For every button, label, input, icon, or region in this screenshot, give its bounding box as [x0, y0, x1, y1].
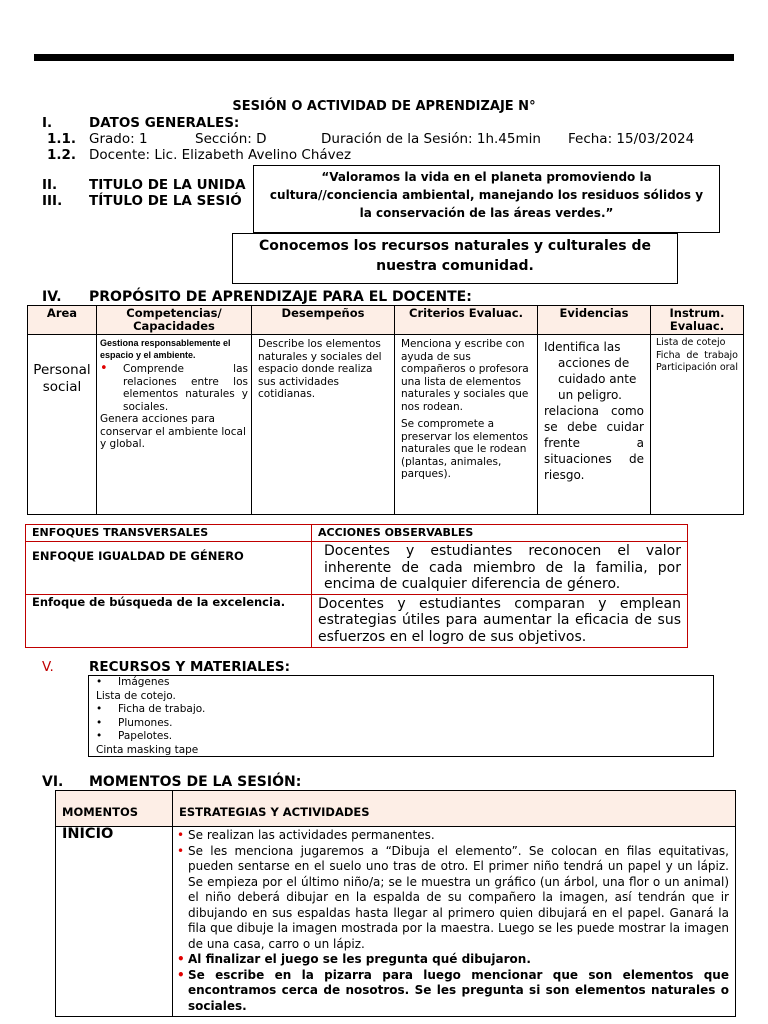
recurso-ficha — [96, 703, 713, 717]
activity-4 — [177, 968, 729, 1015]
criterio-2: Se compromete a preservar los elementos naturales que le rodean (plantas, animales, parques). — [401, 418, 529, 480]
enfoque-2: Enfoque de búsqueda de la excelencia. — [26, 594, 312, 647]
evidencia-2: relaciona como se debe cuidar frente a situaciones de riesgo. — [544, 404, 644, 482]
top-rule — [34, 54, 734, 61]
recurso-imagenes — [96, 676, 713, 690]
section-iii-number: III. — [42, 193, 63, 209]
inicio-label: INICIO — [56, 827, 173, 1017]
fecha: Fecha: 15/03/2024 — [568, 131, 695, 147]
area-cell — [28, 335, 97, 515]
recurso-imagenes-text: Imágenes — [118, 676, 170, 688]
recurso-plumones — [96, 717, 713, 731]
activity-3-text: Al finalizar el juego se les pregunta qué dibujaron. — [188, 952, 531, 966]
estrategias-header: ESTRATEGIAS Y ACTIVIDADES — [173, 791, 736, 827]
competencia-title: Gestiona responsablemente el espacio y el ambiente. — [100, 338, 231, 360]
recurso-papelotes — [96, 730, 713, 744]
section-iv-label: PROPÓSITO DE APRENDIZAJE PARA EL DOCENTE: — [89, 289, 472, 305]
section-iii-label: TÍTULO DE LA SESIÓ — [89, 193, 242, 209]
section-iv-number: IV. — [42, 289, 62, 305]
activity-4-text: Se escribe en la pizarra para luego mencionar que son elementos que encontramos cerca de nosotros. Se les pregunta si son elementos naturales o sociales. — [188, 967, 729, 1013]
recursos-box — [88, 675, 714, 757]
section-vi-number: VI. — [42, 774, 64, 790]
section-vi-label: MOMENTOS DE LA SESIÓN: — [89, 774, 302, 790]
criterios-cell — [395, 335, 538, 515]
docente: Docente: Lic. Elizabeth Avelino Chávez — [89, 147, 352, 163]
instrumento-2: Ficha de trabajo — [656, 349, 738, 361]
inicio-activities — [173, 827, 736, 1017]
instrumento-1: Lista de cotejo — [656, 337, 726, 348]
header-area: Area — [28, 306, 97, 335]
header-evidencias: Evidencias — [538, 306, 651, 335]
bullet-icon: • — [177, 843, 185, 858]
accion-2: Docentes y estudiantes comparan y emplean estrategias útiles para aumentar la eficacia de sus esfuerzos en el logro de sus objetivos. — [312, 594, 688, 647]
session-title-box: Conocemos los recursos naturales y culturales de nuestra comunidad. — [232, 233, 678, 284]
header-criterios: Criterios Evaluac. — [395, 306, 538, 335]
activity-2 — [177, 844, 729, 953]
unit-title-box: “Valoramos la vida en el planeta promoviendo la cultura//conciencia ambiental, manejando los residuos sólidos y la conservación de las áreas verdes.” — [253, 165, 720, 233]
accion-1: Docentes y estudiantes reconocen el valor inherente de cada miembro de la familia, por encima de cualquier diferencia de género. — [312, 542, 688, 595]
recurso-plumones-text: Plumones. — [118, 716, 173, 729]
page-title: SESIÓN O ACTIVIDAD DE APRENDIZAJE N° — [232, 99, 536, 114]
item-1-2-number: 1.2. — [47, 147, 77, 163]
header-desempenos: Desempeños — [252, 306, 395, 335]
purpose-table — [27, 305, 744, 515]
bullet-icon: • — [177, 952, 185, 966]
activity-1 — [177, 828, 729, 844]
section-i-label: DATOS GENERALES: — [89, 115, 240, 131]
momentos-header: MOMENTOS — [56, 791, 173, 827]
acciones-header: ACCIONES OBSERVABLES — [312, 525, 688, 542]
seccion: Sección: D — [195, 131, 267, 147]
desempeno: Describe los elementos naturales y sociales del espacio donde realiza sus actividades cotidianas. — [258, 338, 382, 400]
capacidad-2: Genera acciones para conservar el ambiente local y global. — [100, 413, 246, 450]
duracion: Duración de la Sesión: 1h.45min — [321, 131, 541, 147]
evidencias-cell — [538, 335, 651, 515]
activity-1-text: Se realizan las actividades permanentes. — [188, 828, 435, 842]
section-v-number: V. — [42, 659, 54, 675]
activity-3 — [177, 952, 729, 968]
item-1-1-number: 1.1. — [47, 131, 77, 147]
desempeno-cell — [252, 335, 395, 515]
activity-2-text: Se les menciona jugaremos a “Dibuja el elemento”. Se colocan en filas equitativas, pueden sentarse en el suelo uno tras de otro. El primer niño tendrá un papel y un lápiz. Se empieza por el último niño/a; se le muestra un gráfico (un árbol, una flor o un animal) el niño deberá dibujar en la espalda de su compañero la imagen, así tendrán que ir dibujando en sus espaldas hasta llegar al primero quien dibujará en el papel. Ganará la fila que dibuje la imagen mostrada por la maestra. Luego se les puede mostrar la imagen de una casa, carro o un lápiz. — [188, 843, 729, 951]
bullet-icon: • — [100, 361, 108, 376]
section-i-number: I. — [42, 115, 53, 131]
header-instrumentos: Instrum. Evaluac. — [651, 306, 744, 335]
competencias-cell — [97, 335, 252, 515]
momentos-table — [55, 790, 736, 1017]
enfoque-1: ENFOQUE IGUALDAD DE GÉNERO — [26, 542, 312, 595]
recurso-lista-cotejo: Lista de cotejo. — [96, 689, 176, 702]
grado: Grado: 1 — [89, 131, 148, 147]
recurso-cinta: Cinta masking tape — [96, 743, 199, 756]
section-v-label: RECURSOS Y MATERIALES: — [89, 659, 291, 675]
recurso-papelotes-text: Papelotes. — [118, 730, 173, 742]
capacidad-1: Comprende las relaciones entre los elementos naturales y sociales. — [123, 363, 248, 413]
area-value: Personal social — [33, 362, 91, 395]
instrumentos-cell — [651, 335, 744, 515]
enfoques-header: ENFOQUES TRANSVERSALES — [26, 525, 312, 542]
bullet-icon: • — [177, 828, 185, 842]
bullet-icon: • — [177, 967, 185, 982]
enfoques-table — [25, 524, 688, 648]
evidencia-1-text: Identifica las acciones de cuidado ante un peligro. — [544, 340, 637, 402]
recurso-ficha-text: Ficha de trabajo. — [118, 703, 206, 715]
criterio-1: Menciona y escribe con ayuda de sus compañeros o profesora una lista de elementos naturales y sociales que nos rodean. — [401, 338, 529, 413]
header-competencias: Competencias/ Capacidades — [97, 306, 252, 335]
section-ii-label: TITULO DE LA UNIDA — [89, 177, 246, 193]
section-ii-number: II. — [42, 177, 58, 193]
instrumento-3: Participación oral — [656, 362, 739, 373]
evidencia-1 — [544, 339, 644, 403]
